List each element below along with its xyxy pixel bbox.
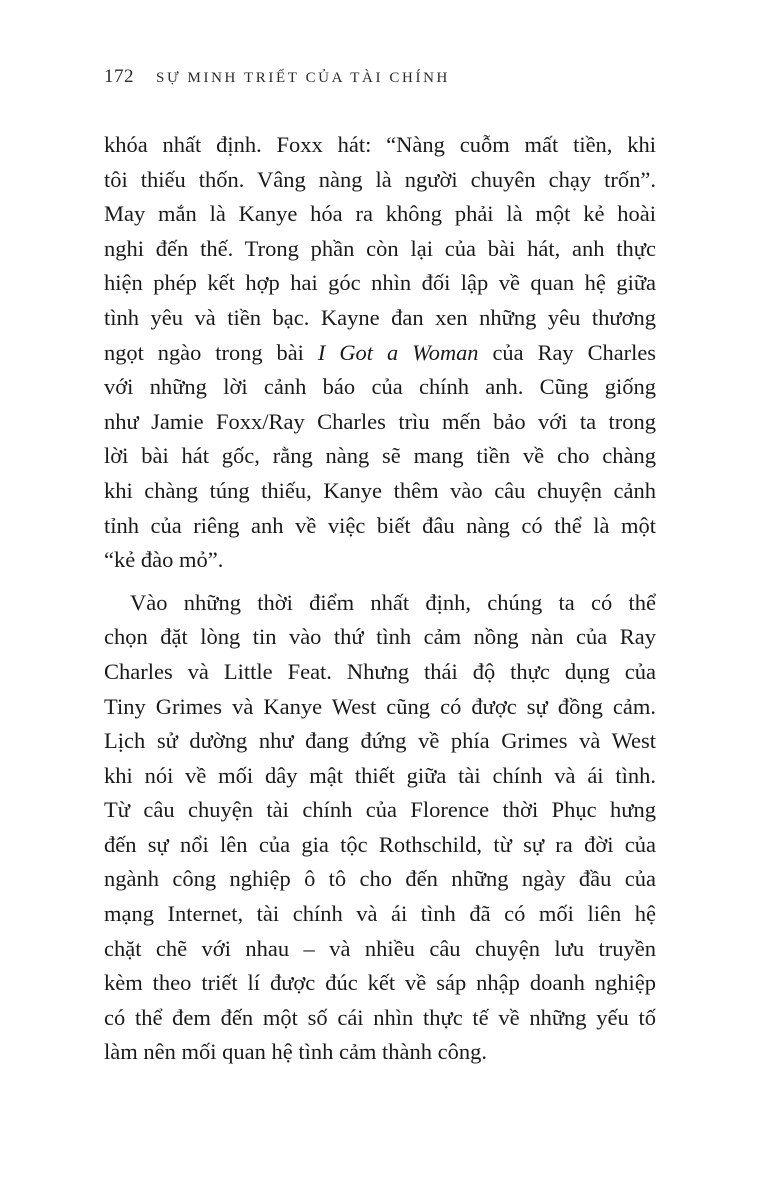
text-line: “kẻ đào mỏ”. [104, 547, 224, 573]
text-line: chặt chẽ với nhau – và nhiều câu chuyện lưu truyền [104, 935, 656, 961]
song-title: I Got a Woman [317, 339, 479, 365]
running-header [104, 66, 450, 88]
text-line: có thể đem đến một số cái nhìn thực tế về những yếu tố [104, 1004, 656, 1030]
text-line: tỉnh của riêng anh về việc biết đâu nàng có thể là một [104, 512, 656, 538]
text-line: kèm theo triết lí được đúc kết về sáp nhập doanh nghiệp [104, 970, 656, 996]
page-number: 172 [104, 66, 134, 87]
text-line: đến sự nổi lên của gia tộc Rothschild, từ sự ra đời của [104, 831, 656, 857]
text-line: nghi đến thế. Trong phần còn lại của bài hát, anh thực [104, 235, 656, 261]
paragraph-1 [104, 128, 656, 578]
text-line: Tiny Grimes và Kanye West cũng có được sự đồng cảm. [104, 693, 656, 719]
text-line: lời bài hát gốc, rằng nàng sẽ mang tiền về cho chàng [104, 443, 656, 469]
paragraph-spacer [104, 578, 656, 586]
text-line: Lịch sử dường như đang đứng về phía Grimes và West [104, 728, 656, 754]
text-line: hiện phép kết hợp hai góc nhìn đối lập về quan hệ giữa [104, 270, 656, 296]
text-line: mạng Internet, tài chính và ái tình đã có mối liên hệ [104, 901, 656, 927]
text-line: như Jamie Foxx/Ray Charles trìu mến bảo với ta trong [104, 408, 656, 434]
text-line: ngành công nghiệp ô tô cho đến những ngày đầu của [104, 866, 656, 892]
book-title: SỰ MINH TRIẾT CỦA TÀI CHÍNH [156, 70, 450, 86]
paragraph-2 [104, 586, 656, 1070]
text-line: Charles và Little Feat. Nhưng thái độ thực dụng của [104, 658, 656, 684]
text-line: với những lời cảnh báo của chính anh. Cũng giống [104, 374, 656, 400]
text-line: khi nói về mối dây mật thiết giữa tài chính và ái tình. [104, 762, 656, 788]
text-line: chọn đặt lòng tin vào thứ tình cảm nồng nàn của Ray [104, 624, 656, 650]
body-text [104, 128, 656, 1070]
text-line: ngọt ngào trong bài I Got a Woman của Ray Charles [104, 339, 656, 365]
text-line: khóa nhất định. Foxx hát: “Nàng cuỗm mất tiền, khi [104, 132, 656, 157]
text-line: Từ câu chuyện tài chính của Florence thời Phục hưng [104, 797, 656, 823]
text-line: tôi thiếu thốn. Vâng nàng là người chuyên chạy trốn”. [104, 166, 656, 192]
text-line: Vào những thời điểm nhất định, chúng ta có thể [130, 589, 656, 615]
text-line: May mắn là Kanye hóa ra không phải là một kẻ hoài [104, 201, 656, 227]
text-line: khi chàng túng thiếu, Kanye thêm vào câu chuyện cảnh [104, 477, 656, 503]
text-line: làm nên mối quan hệ tình cảm thành công. [104, 1039, 488, 1065]
text-line: tình yêu và tiền bạc. Kayne đan xen những yêu thương [104, 304, 656, 330]
